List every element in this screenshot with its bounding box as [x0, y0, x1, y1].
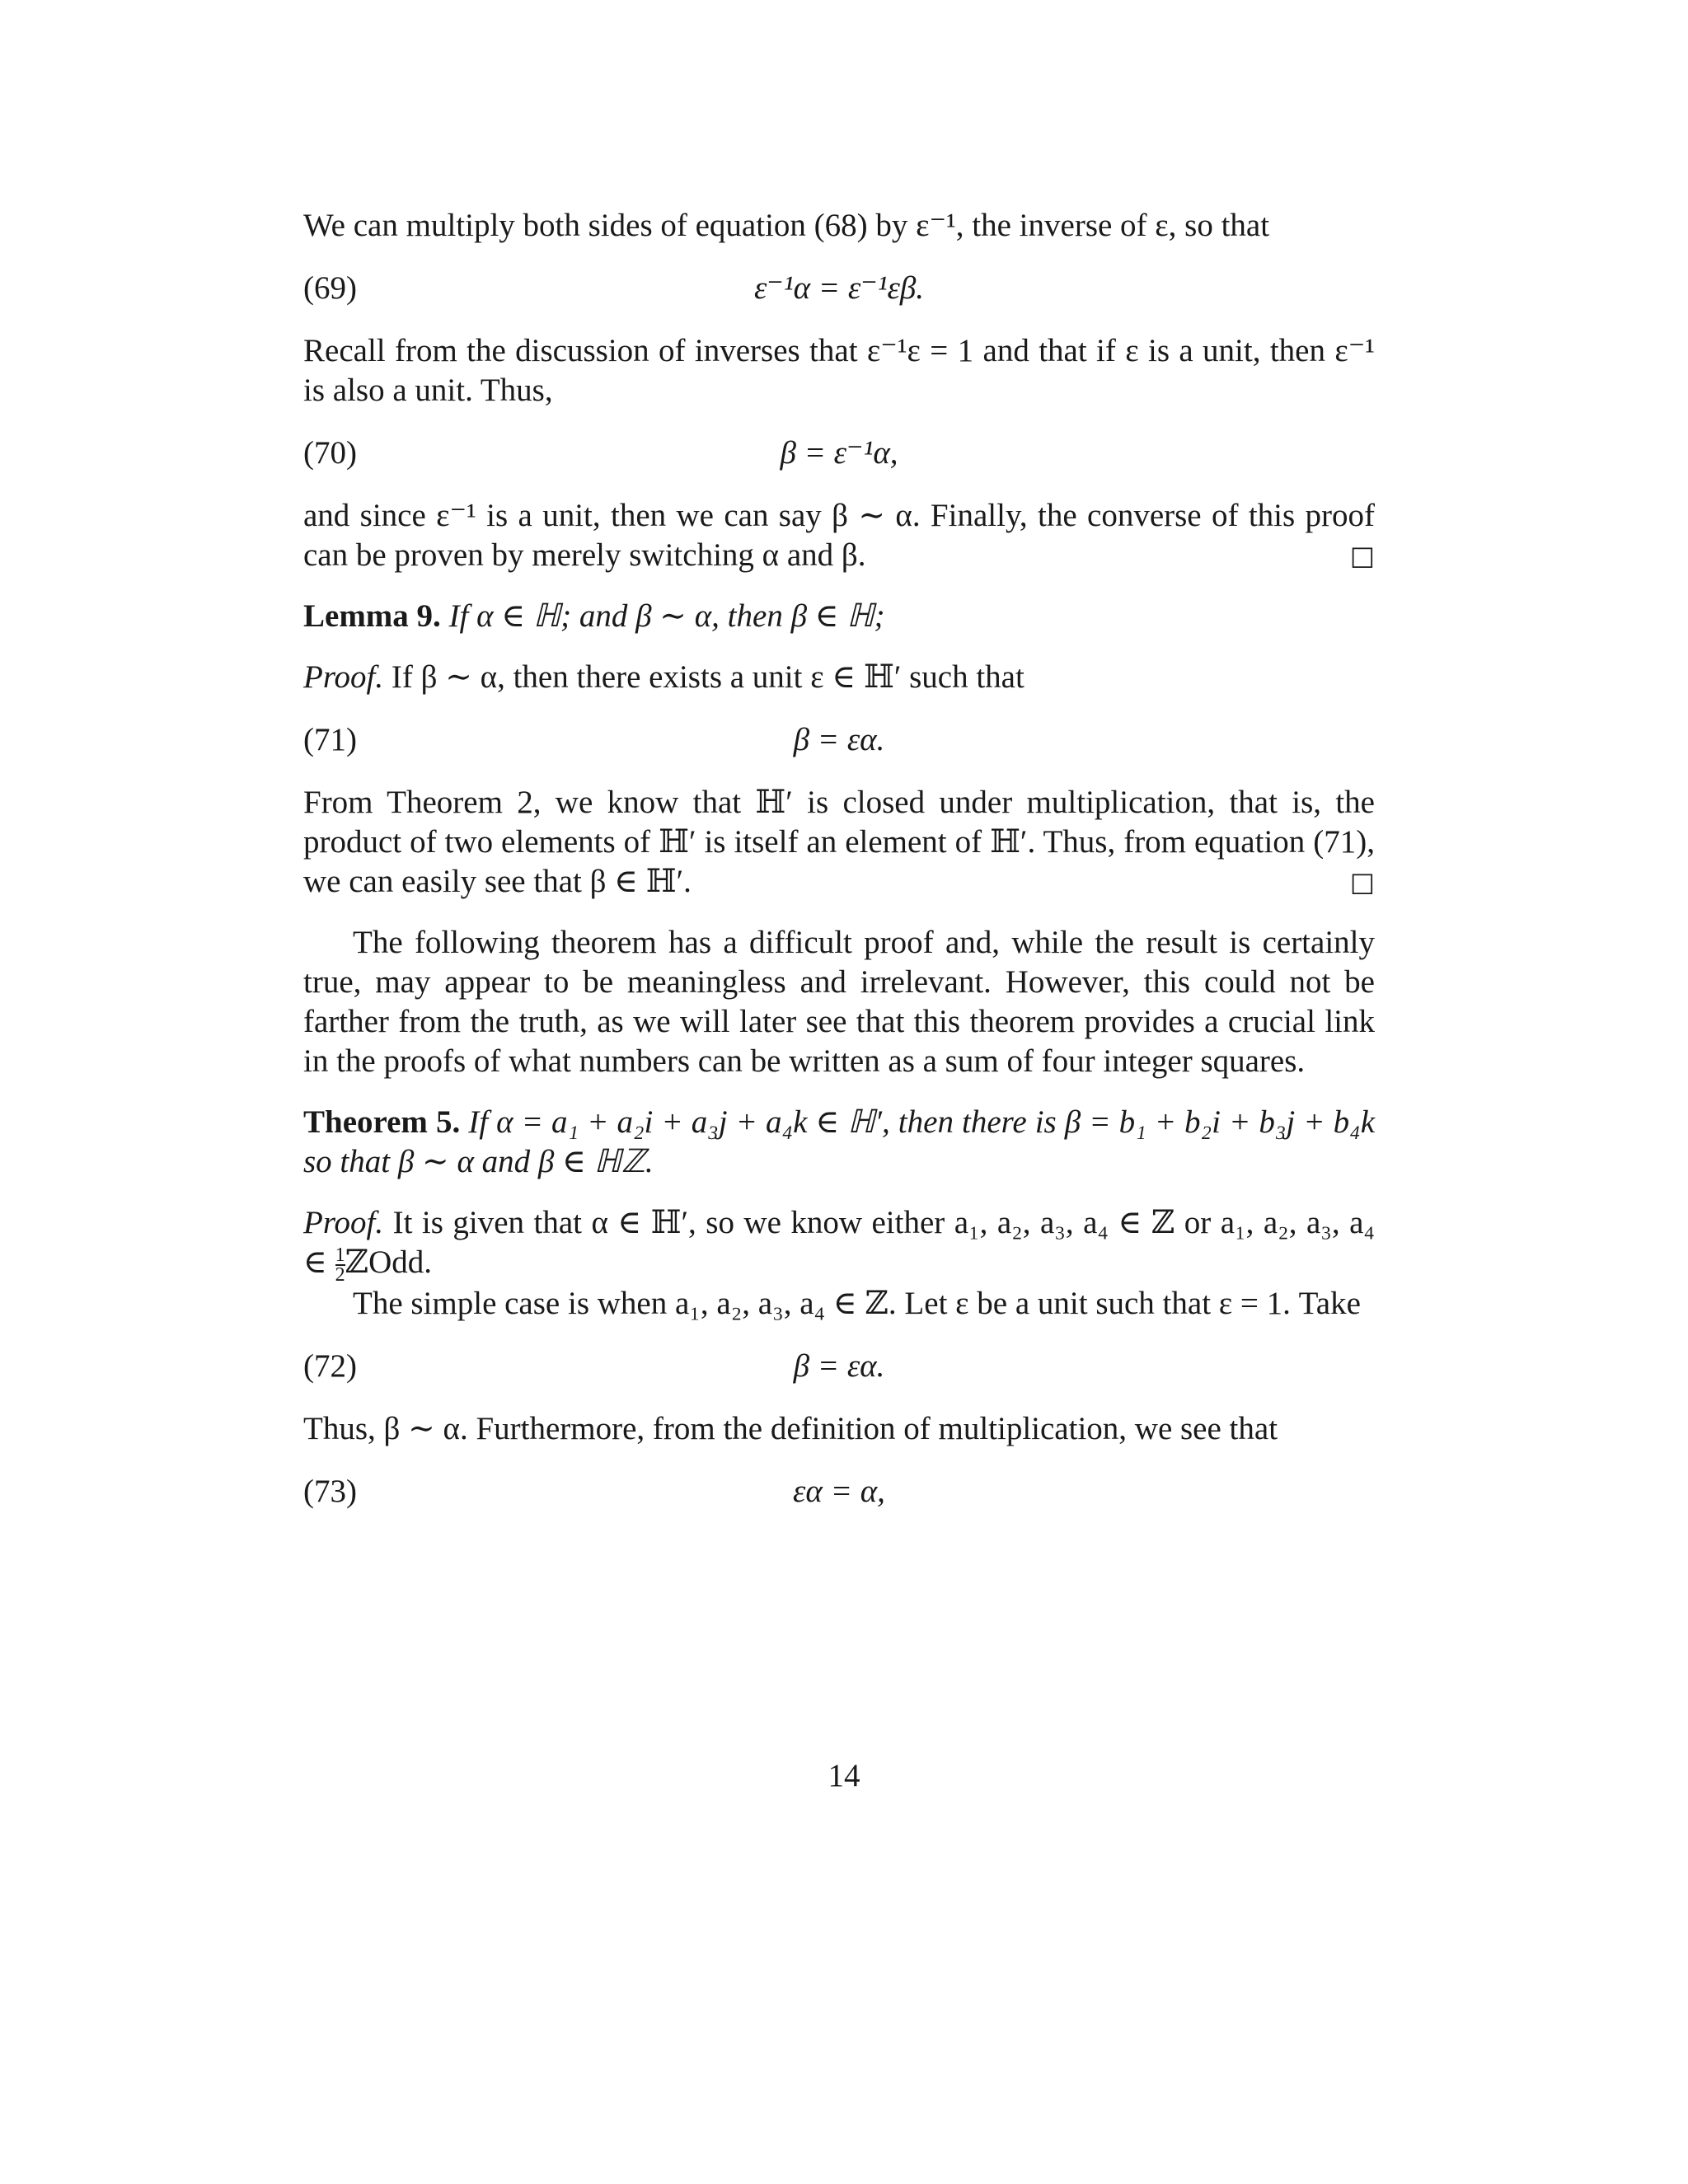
- following-paragraph: The following theorem has a difficult proof and, while the result is certainly true, may appear to be meaningless and irrelevant. However, this could not be farther from the truth, as we will later see that this theorem provides a crucial link in the proofs of what numbers can be written as a sum of four integer squares.: [303, 925, 1375, 1079]
- intro-paragraph: We can multiply both sides of equation (68) by ε⁻¹, the inverse of ε, so that: [303, 208, 1270, 243]
- converse-paragraph: [303, 496, 1375, 575]
- fraction-denominator: 2: [335, 1264, 345, 1286]
- proof-lemma-9: [303, 658, 1375, 697]
- equation-72: [303, 1347, 1375, 1386]
- equation-number: (72): [303, 1348, 357, 1385]
- simple-case-paragraph: The simple case is when a₁, a₂, a₃, a₄ ∈ ℤ. Let ε be a unit such that ε = 1. Take: [353, 1286, 1361, 1322]
- equation-body: ε⁻¹α = ε⁻¹εβ.: [753, 270, 925, 306]
- fraction-numerator: 1: [335, 1244, 345, 1267]
- proof-text-end: ℤOdd.: [345, 1244, 433, 1280]
- proof-text: If β ∼ α, then there exists a unit ε ∈ ℍ′ such that: [391, 659, 1025, 695]
- page-number: 14: [828, 1758, 860, 1793]
- theorem-5: [303, 1103, 1375, 1182]
- converse-text: and since ε⁻¹ is a unit, then we can say β ∼ α. Finally, the converse of this proof can be proven by merely switching α and β.: [303, 498, 1375, 573]
- thus-paragraph: Thus, β ∼ α. Furthermore, from the definition of multiplication, we see that: [303, 1411, 1278, 1447]
- equation-body: β = εα.: [793, 1348, 885, 1385]
- proof-theorem-5: [303, 1203, 1375, 1284]
- document-body: [303, 206, 1375, 1535]
- equation-body: εα = α,: [793, 1474, 885, 1510]
- recall-paragraph: Recall from the discussion of inverses that ε⁻¹ε = 1 and that if ε is a unit, then ε⁻¹ is also a unit. Thus,: [303, 333, 1375, 408]
- equation-73: [303, 1472, 1375, 1511]
- equation-body: β = ε⁻¹α,: [780, 435, 898, 471]
- lemma-label: Lemma 9.: [303, 598, 441, 634]
- lemma-statement: If α ∈ ℍ; and β ∼ α, then β ∈ ℍ;: [448, 598, 885, 634]
- equation-body: β = εα.: [793, 722, 885, 757]
- proof-text: It is given that α ∈ ℍ′, so we know either a₁, a₂, a₃, a₄ ∈ ℤ or a₁, a₂, a₃, a₄ ∈: [303, 1205, 1375, 1280]
- qed-symbol: □: [1349, 540, 1375, 571]
- equation-number: (73): [303, 1474, 357, 1510]
- theorem-label: Theorem 5.: [303, 1104, 461, 1140]
- qed-symbol: □: [1349, 866, 1375, 898]
- theorem-statement: If α = a₁ + a₂i + a₃j + a₄k ∈ ℍ′, then there is β = b₁ + b₂i + b₃j + b₄k so that β ∼ α and β ∈ ℍℤ.: [303, 1104, 1376, 1179]
- lemma-9: [303, 597, 1375, 636]
- proof-label: Proof.: [303, 1205, 384, 1240]
- theorem-2-paragraph: [303, 783, 1375, 902]
- one-half-fraction: [335, 1246, 345, 1284]
- equation-number: (71): [303, 722, 357, 757]
- equation-number: (69): [303, 270, 357, 306]
- equation-69: [303, 269, 1375, 308]
- equation-70: [303, 434, 1375, 473]
- proof-label: Proof.: [303, 659, 384, 695]
- equation-number: (70): [303, 435, 357, 471]
- theorem-2-text: From Theorem 2, we know that ℍ′ is closed under multiplication, that is, the product of two elements of ℍ′ is itself an element of ℍ′. Thus, from equation (71), we can easily see that β ∈ ℍ′.: [303, 785, 1375, 899]
- equation-71: [303, 720, 1375, 760]
